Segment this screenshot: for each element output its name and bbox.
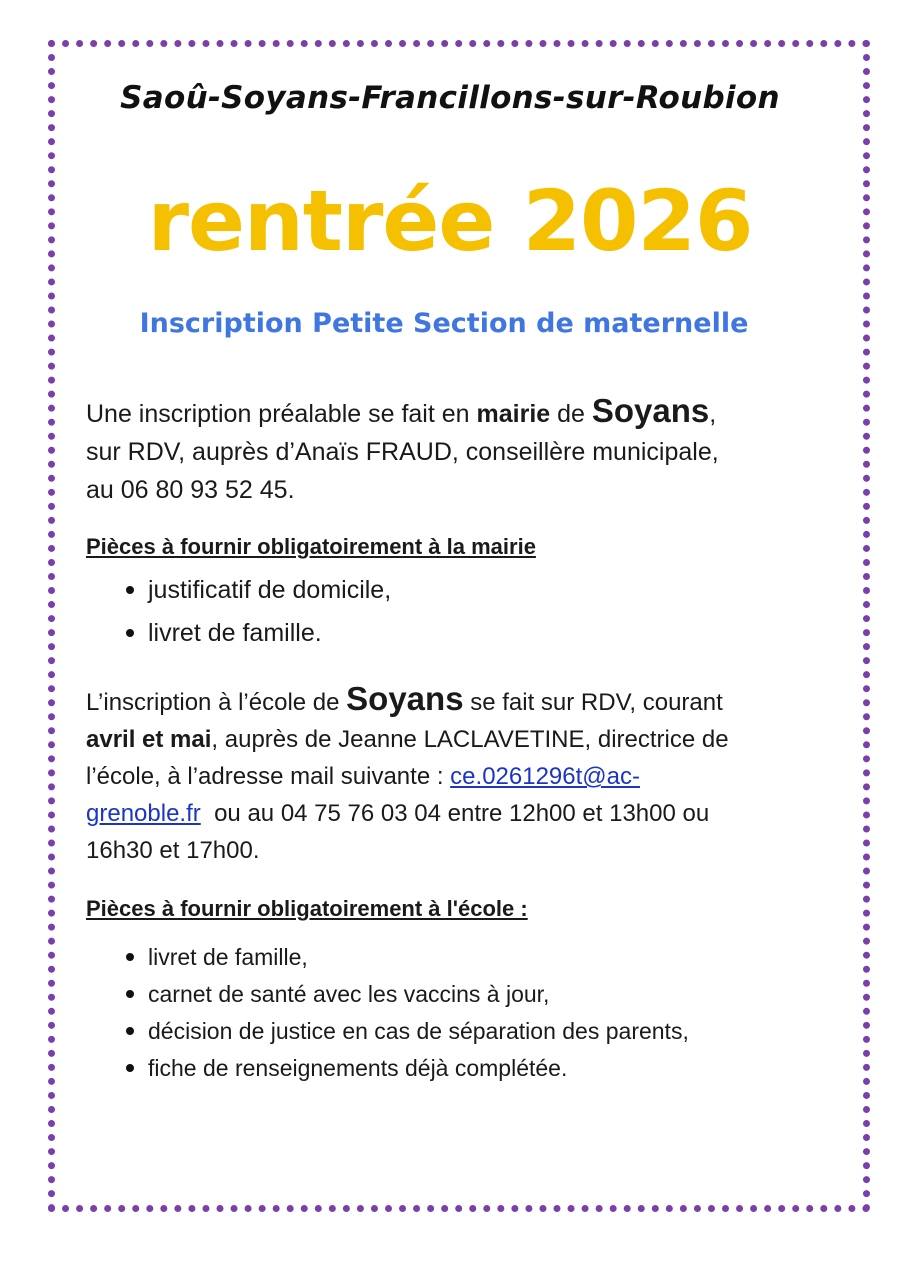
mairie-phone-line: au 06 80 93 52 45.: [86, 476, 295, 504]
ecole-text-1: L’inscription à l’école de: [86, 689, 347, 716]
list-item: [124, 1012, 689, 1049]
commune-title: Saoû-Soyans-Francillons-sur-Roubion: [120, 80, 780, 116]
list-item: [124, 1049, 689, 1086]
bullet-icon: [126, 1064, 134, 1072]
mairie-intro-text-3: ,: [709, 400, 717, 428]
ecole-text-4: l’école, à l’adresse mail suivante :: [86, 763, 451, 790]
ecole-text-3: , auprès de Jeanne LACLAVETINE, directrice de: [211, 726, 729, 753]
ecole-bold-months: avril et mai: [86, 726, 212, 753]
list-item-text: décision de justice en cas de séparation des parents,: [148, 1017, 689, 1044]
mairie-paragraph: [86, 392, 846, 509]
list-item-text: livret de famille.: [148, 618, 322, 647]
mairie-line-2: sur RDV, auprès d’Anaïs FRAUD, conseillère municipale,: [86, 438, 719, 466]
list-item-text: justificatif de domicile,: [148, 575, 392, 604]
ecole-text-5: ou au 04 75 76 03 04 entre 12h00 et 13h00 ou: [200, 800, 710, 827]
list-item: [124, 975, 689, 1012]
mairie-bold: mairie: [476, 400, 551, 428]
bullet-icon: [126, 629, 134, 637]
email-link-continued[interactable]: grenoble.fr: [86, 800, 201, 827]
place-name: Soyans: [591, 392, 710, 429]
ecole-text-2: se fait sur RDV, courant: [463, 689, 723, 716]
ecole-paragraph: [86, 680, 846, 869]
mairie-docs-heading: Pièces à fournir obligatoirement à la mairie: [86, 534, 536, 559]
ecole-text-6: 16h30 et 17h00.: [86, 837, 260, 864]
list-item-text: livret de famille,: [148, 943, 308, 970]
bullet-icon: [126, 990, 134, 998]
bullet-icon: [126, 1027, 134, 1035]
list-item: [124, 938, 689, 975]
list-item: [124, 568, 391, 611]
ecole-docs-heading: Pièces à fournir obligatoirement à l'école :: [86, 896, 528, 921]
place-name: Soyans: [346, 680, 464, 717]
email-link[interactable]: ce.0261296t@ac-: [450, 763, 640, 790]
mairie-intro-text: Une inscription préalable se fait en: [86, 400, 477, 428]
ecole-docs-list: [124, 938, 689, 1086]
mairie-intro-text-2: de: [550, 400, 592, 428]
mairie-docs-list: [124, 568, 391, 654]
list-item-text: fiche de renseignements déjà complétée.: [148, 1054, 568, 1081]
bullet-icon: [126, 586, 134, 594]
headline: rentrée 2026: [147, 172, 753, 270]
list-item-text: carnet de santé avec les vaccins à jour,: [148, 980, 550, 1007]
list-item: [124, 611, 391, 654]
subtitle: Inscription Petite Section de maternelle: [139, 308, 749, 339]
bullet-icon: [126, 953, 134, 961]
